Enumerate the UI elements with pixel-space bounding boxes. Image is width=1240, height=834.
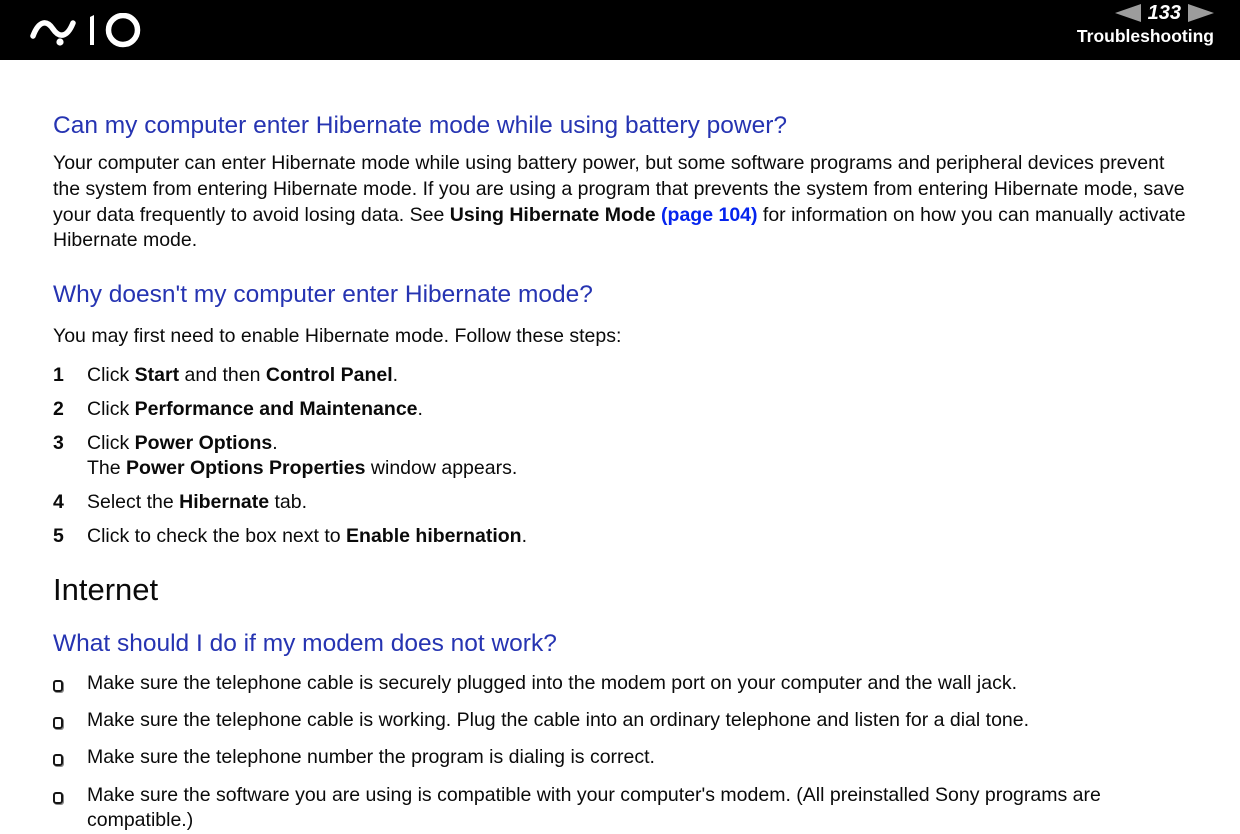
- step-text-plain: .: [272, 431, 278, 454]
- bullet-text: Make sure the telephone number the program is dialing is correct.: [87, 746, 655, 769]
- step-text: [87, 490, 1187, 516]
- bold-using-hibernate-mode: Using Hibernate Mode: [449, 203, 656, 226]
- step-text-plain: tab.: [269, 491, 308, 514]
- step-text-plain: Click to check the box next to: [87, 524, 347, 547]
- header-right: [1077, 0, 1214, 60]
- step-text-plain: and then: [179, 363, 266, 386]
- page-number: 133: [1147, 2, 1181, 24]
- step-text-plain: Select the: [87, 491, 180, 514]
- step-text-plain: Click: [87, 363, 135, 386]
- prev-page-arrow-icon[interactable]: [1115, 4, 1141, 22]
- square-bullet-icon: [53, 745, 87, 774]
- step-number: 4: [53, 491, 64, 514]
- step-text: [87, 524, 1187, 550]
- step-text-bold: Hibernate: [179, 491, 270, 514]
- step-item-5: [53, 524, 1187, 550]
- heading-hibernate-enter: Why doesn't my computer enter Hibernate mode?: [53, 281, 593, 309]
- vaio-logo: [30, 0, 154, 60]
- step-text-bold: Start: [134, 363, 180, 386]
- step-text-plain: Click: [87, 431, 135, 454]
- step-text-bold: Power Options Properties: [126, 457, 366, 480]
- hibernate-battery-paragraph: [53, 151, 1187, 254]
- heading-modem: What should I do if my modem does not work?: [53, 629, 557, 657]
- step-list: [53, 363, 1187, 550]
- step-text: [87, 397, 1187, 423]
- bullet-text: Make sure the telephone cable is securely plugged into the modem port on your computer and the wall jack.: [87, 671, 1018, 694]
- vaio-logo-icon: [30, 13, 154, 51]
- bullet-item-4: [53, 783, 1187, 834]
- bullet-item-3: [53, 745, 1187, 774]
- page-nav: [1115, 2, 1214, 24]
- heading-internet: Internet: [53, 571, 159, 607]
- header-bar: [0, 0, 1240, 60]
- step-text: [87, 363, 1187, 389]
- step-text-bold: Enable hibernation: [346, 524, 522, 547]
- step-text-plain: .: [392, 363, 399, 386]
- step-text-plain: The: [87, 457, 127, 480]
- bullet-list: [53, 671, 1187, 834]
- step-text-plain: Click: [87, 397, 135, 420]
- bullet-item-1: [53, 671, 1187, 700]
- page-104-link[interactable]: (page 104): [661, 203, 758, 226]
- page-content: [0, 111, 1240, 834]
- section-label: Troubleshooting: [1076, 26, 1214, 46]
- square-bullet-icon: [53, 708, 87, 737]
- step-text-bold: Power Options: [134, 431, 273, 454]
- step-item-4: [53, 490, 1187, 516]
- step-item-1: [53, 363, 1187, 389]
- steps-intro: You may first need to enable Hibernate mode. Follow these steps:: [53, 325, 622, 348]
- paragraph-text: Your computer can enter Hibernate mode while using battery power, but some software programs and peripheral devices prevent the system from entering Hibernate mode. If you are using a program that prevents the system from entering Hibernate mode, save your data frequently to avoid losing data. See: [53, 152, 1185, 226]
- step-number: 1: [53, 363, 64, 386]
- step-text-plain: .: [417, 397, 423, 420]
- heading-hibernate-battery: Can my computer enter Hibernate mode while using battery power?: [53, 112, 788, 139]
- step-text-plain: window appears.: [365, 457, 518, 480]
- step-text: [87, 431, 1187, 483]
- bullet-item-2: [53, 708, 1187, 737]
- step-number: 3: [53, 431, 64, 454]
- step-number: 2: [53, 397, 64, 420]
- square-bullet-icon: [53, 783, 87, 834]
- step-item-2: [53, 397, 1187, 423]
- bullet-text: Make sure the software you are using is compatible with your computer's modem. (All preinstalled Sony programs are compatible.): [87, 783, 1101, 832]
- paragraph-text-after: for information on how you can manually activate Hibernate mode.: [53, 203, 1186, 252]
- step-number: 5: [53, 524, 64, 547]
- square-bullet-icon: [53, 671, 87, 700]
- step-item-3: [53, 431, 1187, 483]
- bullet-text: Make sure the telephone cable is working. Plug the cable into an ordinary telephone and listen for a dial tone.: [87, 709, 1030, 732]
- step-text-plain: .: [521, 524, 527, 547]
- step-text-bold: Performance and Maintenance: [134, 397, 418, 420]
- step-text-bold: Control Panel: [265, 363, 393, 386]
- next-page-arrow-icon[interactable]: [1188, 4, 1214, 22]
